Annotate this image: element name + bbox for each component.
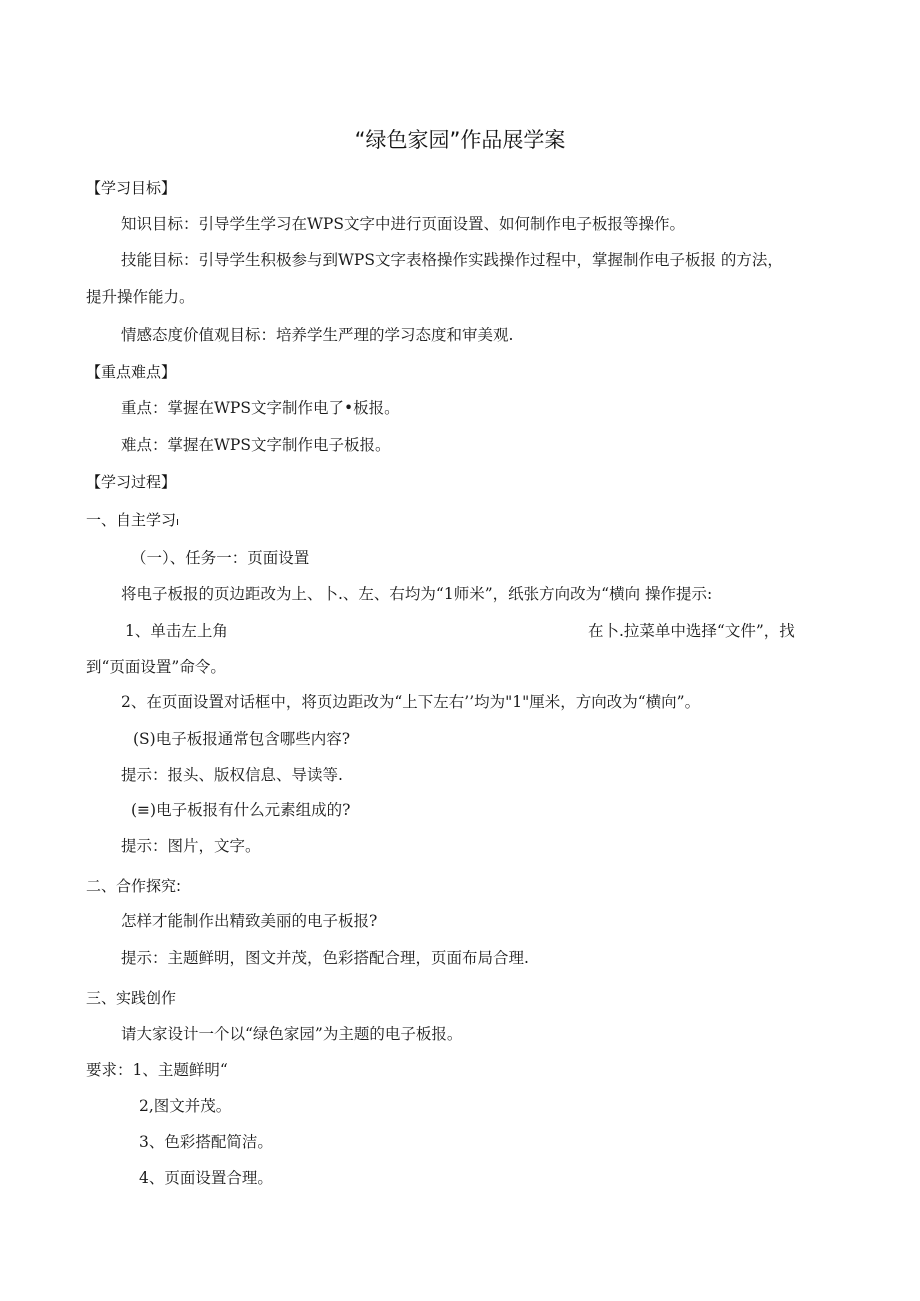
- process-heading: 【学习过程】: [86, 473, 177, 491]
- part1-mark: ı: [176, 515, 180, 528]
- hint-1: 提示：报头、版权信息、导读等.: [121, 766, 343, 784]
- requirement-1: 要求：1、主题鲜明“: [86, 1061, 228, 1079]
- part3-heading: 三、实践创作: [86, 989, 177, 1007]
- knowledge-goal: 知识目标：引导学生学习在WPS文字中进行页面设置、如何制作电子板报等操作。: [121, 215, 685, 233]
- page-title: “绿色家园”作品展学案: [354, 128, 566, 152]
- part3-task: 请大家设计一个以“绿色家园”为主题的电子板报。: [121, 1025, 463, 1043]
- part2-question: 怎样才能制作出精致美丽的电子板报?: [121, 912, 378, 930]
- requirement-4: 4、页面设置合理。: [139, 1169, 273, 1187]
- requirement-3: 3、色彩搭配简洁。: [139, 1133, 273, 1151]
- part1-heading: [86, 510, 179, 532]
- skill-goal-line2: 提升操作能力。: [86, 288, 195, 306]
- task1-title: （一）、任务一：页面设置: [131, 549, 310, 567]
- question-3: (≡)电子板报有什么元素组成的?: [131, 801, 351, 819]
- task1-description: 将电子板报的页边距改为上、卜.、左、右均为“1师米”，纸张方向改为“横向 操作提示:: [121, 585, 713, 603]
- part1-heading-text: 一、自主学习: [86, 511, 177, 529]
- hint-2: 提示：图片，文字。: [121, 837, 261, 855]
- step2: 2、在页面设置对话框中，将页边距改为“上下左右’’均为"1"厘米，方向改为“横向”。: [121, 693, 701, 711]
- requirement-2: 2,图文并茂。: [139, 1097, 232, 1115]
- key-heading: 【重点难点】: [86, 363, 177, 381]
- key-point: 重点：掌握在WPS文字制作电了•板报。: [121, 399, 400, 417]
- part2-heading: 二、合作探究:: [86, 877, 182, 895]
- goals-heading: 【学习目标】: [86, 179, 177, 197]
- step1-right: 在卜.拉菜单中选择“文件”，找: [588, 622, 795, 640]
- part2-hint: 提示：主题鲜明，图文并茂，色彩搭配合理，页面布局合理.: [121, 949, 529, 967]
- skill-goal-line1: 技能目标：引导学生积极参与到WPS文字表格操作实践操作过程中，掌握制作电子板报 的方法，: [121, 251, 783, 269]
- step1-left: 1、单击左上角: [125, 622, 228, 640]
- emotion-goal: 情感态度价值观目标：培养学生严理的学习态度和审美观.: [121, 326, 514, 344]
- question-s: (S)电子板报通常包含哪些内容?: [133, 730, 351, 748]
- step1-continued: 到“页面设置”命令。: [86, 658, 226, 676]
- difficult-point: 难点：掌握在WPS文字制作电子板报。: [121, 436, 391, 454]
